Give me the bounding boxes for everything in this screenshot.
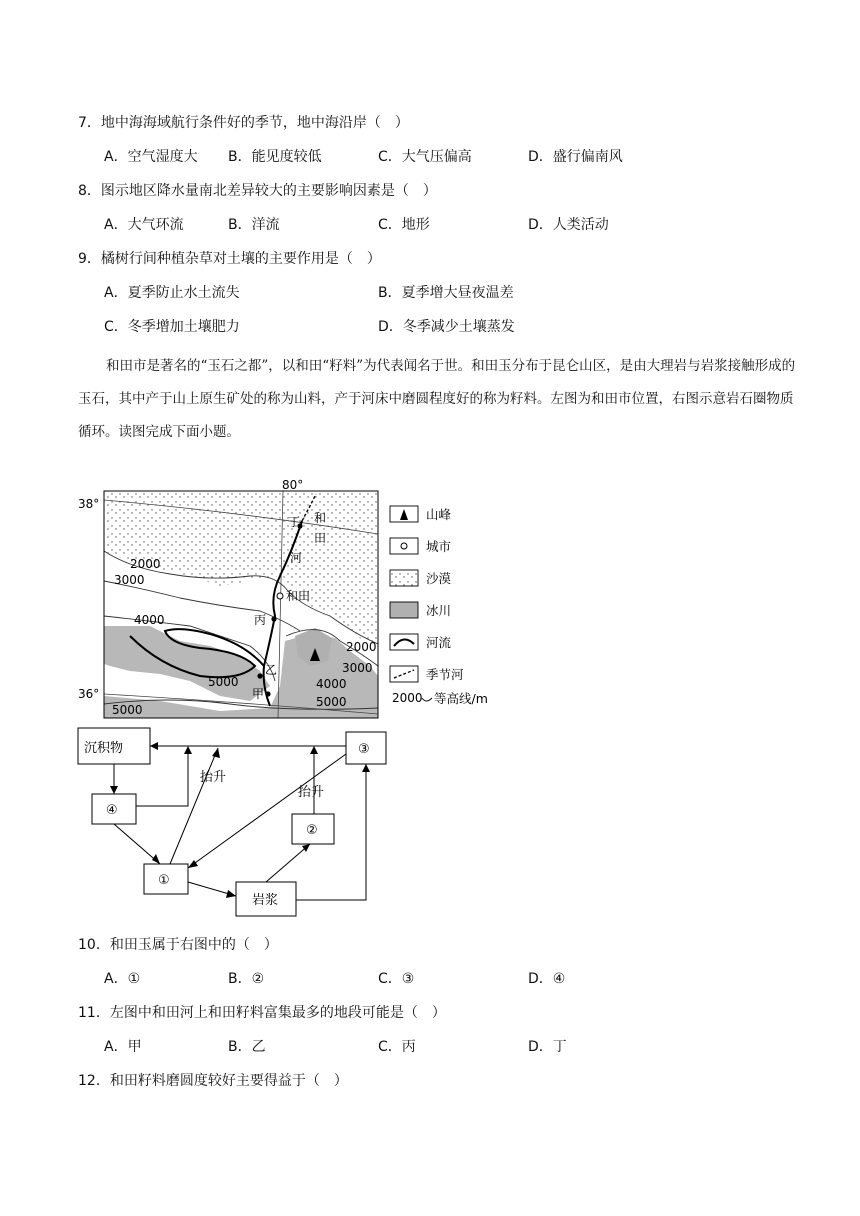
q10-option-a: A．①	[104, 971, 141, 987]
box-sediment-label: 沉积物	[84, 741, 124, 756]
longitude-80-label: 80°	[282, 478, 304, 492]
contour-label: 2000	[346, 640, 377, 654]
q8-option-b: B．洋流	[228, 217, 280, 233]
q11-option-b: B．乙	[228, 1039, 266, 1055]
point-ding-label: 丁	[288, 515, 301, 529]
question-7-stem: 7．地中海海域航行条件好的季节，地中海沿岸（ ）	[78, 115, 409, 131]
q10-option-c: C．③	[378, 971, 415, 987]
legend-contour-label: 等高线/m	[434, 691, 488, 706]
contour-label: 2000	[130, 557, 161, 571]
q11-option-a: A．甲	[104, 1039, 142, 1055]
box-1-label: ①	[158, 873, 170, 888]
q7-option-b: B．能见度较低	[228, 149, 322, 165]
box-2-label: ②	[306, 823, 318, 838]
contour-label: 5000	[112, 703, 143, 717]
q8-option-d: D．人类活动	[528, 217, 609, 233]
question-9-stem: 9．橘树行间种植杂草对土壤的主要作用是（ ）	[78, 251, 381, 267]
map-legend	[390, 506, 488, 706]
city-label: 和田	[286, 589, 311, 603]
contour-label: 4000	[134, 613, 165, 627]
box-magma-label: 岩浆	[252, 893, 279, 908]
contour-label: 5000	[316, 695, 347, 709]
latitude-36-label: 36°	[78, 687, 100, 701]
contour-label: 4000	[316, 677, 347, 691]
legend-peak-label: 山峰	[426, 507, 452, 522]
contour-label: 3000	[342, 661, 373, 675]
q8-option-a: A．大气环流	[104, 217, 184, 233]
legend-desert-icon	[390, 570, 418, 586]
box-4-label: ④	[106, 803, 118, 818]
q9-option-c: C．冬季增加土壤肥力	[104, 319, 240, 335]
point-yi	[257, 673, 262, 678]
point-bing-label: 丙	[254, 613, 267, 627]
legend-glacier-label: 冰川	[426, 603, 452, 618]
q7-option-d: D．盛行偏南风	[528, 149, 623, 165]
legend-contour-icon	[422, 698, 432, 701]
reading-passage: 和田市是著名的“玉石之都”，以和田“籽料”为代表闻名于世。和田玉分布于昆仑山区，是由大理岩与岩浆接触形成的玉石，其中产于山上原生矿处的称为山料，产于河床中磨圆程度好的称为籽料。左图为和田市位置，右图示意岩石圈物质循环。读图完成下面小题。	[78, 358, 796, 440]
q10-option-d: D．④	[528, 971, 566, 987]
legend-river-label: 河流	[426, 635, 452, 650]
q9-option-a: A．夏季防止水土流失	[104, 285, 240, 301]
question-8-stem: 8．图示地区降水量南北差异较大的主要影响因素是（ ）	[78, 183, 437, 199]
legend-city-label: 城市	[426, 539, 452, 554]
legend-desert-label: 沙漠	[426, 571, 452, 586]
point-jia-label: 甲	[252, 687, 265, 701]
point-yi-label: 乙	[265, 663, 278, 677]
uplift-label-2: 抬升	[298, 785, 325, 800]
question-11-stem: 11．左图中和田河上和田籽料富集最多的地段可能是（ ）	[78, 1005, 446, 1021]
q7-option-a: A．空气湿度大	[104, 149, 198, 165]
legend-seasonal-river-label: 季节河	[426, 667, 464, 682]
legend-glacier-icon	[390, 602, 418, 618]
q11-option-d: D．丁	[528, 1039, 567, 1055]
question-10-stem: 10．和田玉属于右图中的（ ）	[78, 937, 278, 953]
figure-map-and-rock-cycle	[70, 476, 510, 920]
rock-cycle-diagram	[78, 728, 386, 916]
river-label-char-3: 河	[290, 551, 303, 565]
river-label-char-2: 田	[314, 531, 327, 545]
question-12-stem: 12．和田籽料磨圆度较好主要得益于（ ）	[78, 1073, 348, 1089]
box-3-label: ③	[358, 742, 370, 757]
uplift-label-1: 抬升	[200, 770, 227, 785]
q10-option-b: B．②	[228, 971, 265, 987]
q11-option-c: C．丙	[378, 1039, 416, 1055]
legend-city-icon	[401, 543, 407, 549]
latitude-38-label: 38°	[78, 497, 100, 511]
contour-label: 5000	[208, 675, 239, 689]
q9-option-d: D．冬季减少土壤蒸发	[378, 319, 515, 335]
point-jia	[265, 691, 270, 696]
q9-option-b: B．夏季增大昼夜温差	[378, 285, 514, 301]
contour-label: 3000	[114, 573, 145, 587]
q7-option-c: C．大气压偏高	[378, 149, 472, 165]
city-symbol	[277, 593, 283, 599]
q8-option-c: C．地形	[378, 217, 430, 233]
river-label-char-1: 和	[314, 511, 327, 525]
legend-contour-value: 2000	[392, 691, 423, 705]
point-bing	[271, 616, 276, 621]
